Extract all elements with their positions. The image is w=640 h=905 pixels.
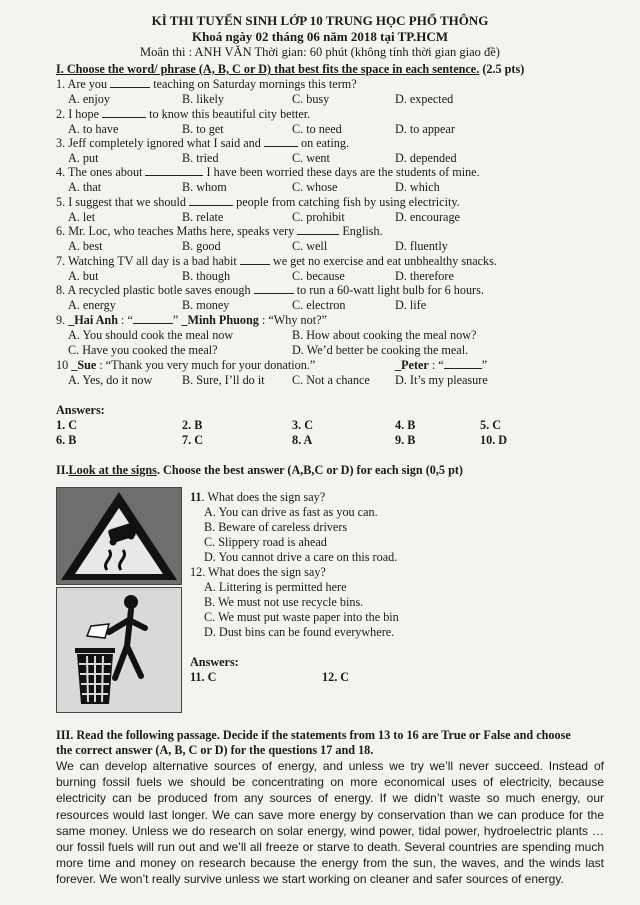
answer-3: 3. C (292, 418, 313, 432)
question-2-option-c[interactable]: C. to need (292, 122, 342, 136)
slippery-road-warning-icon (57, 488, 181, 584)
question-9-option-c[interactable]: C. Have you cooked the meal? (68, 343, 218, 357)
answer-5: 5. C (480, 418, 501, 432)
question-9-option-d[interactable]: D. We’d better be cooking the meal. (292, 343, 469, 357)
question-7-option-d[interactable]: D. therefore (395, 269, 454, 283)
question-8-option-c[interactable]: C. electron (292, 298, 346, 312)
question-2-option-b[interactable]: B. to get (182, 122, 224, 136)
question-2: 2. I hope to know this beautiful city better. (56, 107, 311, 121)
question-11-option-b[interactable]: B. Beware of careless drivers (204, 520, 348, 534)
question-9: 9. _Hai Anh : “ ” _Minh Phuong : “Why not?” (56, 313, 327, 327)
question-12-option-a[interactable]: A. Littering is permitted here (204, 580, 347, 594)
answer-10: 10. D (480, 433, 508, 447)
question-3-option-a[interactable]: A. put (68, 151, 99, 165)
question-4-option-b[interactable]: B. whom (182, 180, 227, 194)
question-12-option-b[interactable]: B. We must not use recycle bins. (204, 595, 364, 609)
answer-12: 12. C (322, 670, 350, 684)
question-2-option-d[interactable]: D. to appear (395, 122, 455, 136)
answer-6: 6. B (56, 433, 77, 447)
question-6-option-a[interactable]: A. best (68, 239, 103, 253)
section2-title: II.Look at the signs. Choose the best answer (A,B,C or D) for each sign (0,5 pt) (56, 463, 463, 477)
question-4-option-c[interactable]: C. whose (292, 180, 338, 194)
question-5-option-b[interactable]: B. relate (182, 210, 224, 224)
question-11: 11. What does the sign say? (190, 490, 326, 504)
question-1-option-c[interactable]: C. busy (292, 92, 330, 106)
litter-bin-sign-image (56, 587, 182, 713)
question-8-option-a[interactable]: A. energy (68, 298, 116, 312)
waste-bin-icon (57, 588, 181, 712)
question-12-option-c[interactable]: C. We must put waste paper into the bin (204, 610, 399, 624)
question-3: 3. Jeff completely ignored what I said and on eating. (56, 136, 350, 150)
answer-7: 7. C (182, 433, 203, 447)
question-6-option-b[interactable]: B. good (182, 239, 221, 253)
answer-9: 9. B (395, 433, 416, 447)
question-6-option-c[interactable]: C. well (292, 239, 328, 253)
question-7-option-c[interactable]: C. because (292, 269, 345, 283)
question-4: 4. The ones about I have been worried these days are the students of mine. (56, 165, 480, 179)
section3-title-line2: the correct answer (A, B, C or D) for the questions 17 and 18. (56, 743, 374, 757)
answer-2: 2. B (182, 418, 203, 432)
question-5-option-a[interactable]: A. let (68, 210, 96, 224)
section3-title-line1: III. Read the following passage. Decide if the statements from 13 to 16 are True or False and choose (56, 728, 571, 742)
question-8-option-b[interactable]: B. money (182, 298, 230, 312)
question-2-option-a[interactable]: A. to have (68, 122, 119, 136)
question-8: 8. A recycled plastic botle saves enough to run a 60-watt light bulb for 6 hours. (56, 283, 484, 297)
question-6: 6. Mr. Loc, who teaches Maths here, speaks very English. (56, 224, 383, 238)
section1-title: I. Choose the word/ phrase (A, B, C or D) that best fits the space in each sentence. (2.5 pts) (56, 62, 525, 76)
question-4-option-d[interactable]: D. which (395, 180, 440, 194)
question-1-option-b[interactable]: B. likely (182, 92, 224, 106)
question-12-option-d[interactable]: D. Dust bins can be found everywhere. (204, 625, 395, 639)
section1-answers-label: Answers: (56, 403, 105, 417)
answer-1: 1. C (56, 418, 77, 432)
question-5: 5. I suggest that we should people from catching fish by using electricity. (56, 195, 460, 209)
question-10-option-b[interactable]: B. Sure, I’ll do it (182, 373, 265, 387)
exam-subject: Moân thi : ANH VĂN Thời gian: 60 phút (không tính thời gian giao đề) (140, 45, 500, 59)
question-5-option-d[interactable]: D. encourage (395, 210, 460, 224)
question-3-option-d[interactable]: D. depended (395, 151, 457, 165)
slippery-road-sign-image (56, 487, 182, 585)
question-8-option-d[interactable]: D. life (395, 298, 427, 312)
answer-11: 11. C (190, 670, 217, 684)
question-11-option-d[interactable]: D. You cannot drive a care on this road. (204, 550, 398, 564)
question-6-option-d[interactable]: D. fluently (395, 239, 448, 253)
question-10-option-c[interactable]: C. Not a chance (292, 373, 370, 387)
question-10-option-a[interactable]: A. Yes, do it now (68, 373, 153, 387)
question-11-option-c[interactable]: C. Slippery road is ahead (204, 535, 327, 549)
question-3-option-c[interactable]: C. went (292, 151, 330, 165)
question-3-option-b[interactable]: B. tried (182, 151, 219, 165)
question-1: 1. Are you teaching on Saturday mornings this term? (56, 77, 357, 91)
question-7-option-b[interactable]: B. though (182, 269, 231, 283)
question-10-reply: _Peter : “ ” (395, 358, 488, 372)
answer-8: 8. A (292, 433, 313, 447)
section2-answers-label: Answers: (190, 655, 239, 669)
exam-title: KÌ THI TUYỂN SINH LỚP 10 TRUNG HỌC PHỔ THÔNG (151, 13, 489, 28)
question-11-option-a[interactable]: A. You can drive as fast as you can. (204, 505, 378, 519)
question-12: 12. What does the sign say? (190, 565, 326, 579)
question-9-option-b[interactable]: B. How about cooking the meal now? (292, 328, 477, 342)
question-10-option-d[interactable]: D. It’s my pleasure (395, 373, 488, 387)
question-9-option-a[interactable]: A. You should cook the meal now (68, 328, 234, 342)
question-1-option-d[interactable]: D. expected (395, 92, 454, 106)
answer-4: 4. B (395, 418, 416, 432)
question-5-option-c[interactable]: C. prohibit (292, 210, 345, 224)
exam-date: Khoá ngày 02 tháng 06 năm 2018 tại TP.HCM (191, 29, 449, 44)
question-10: 10 _Sue : “Thank you very much for your donation.” (56, 358, 316, 372)
question-1-option-a[interactable]: A. enjoy (68, 92, 110, 106)
question-7-option-a[interactable]: A. but (68, 269, 99, 283)
question-4-option-a[interactable]: A. that (68, 180, 102, 194)
question-7: 7. Watching TV all day is a bad habit we get no exercise and eat unbhealthy snacks. (56, 254, 497, 268)
reading-passage: We can develop alternative sources of energy, and unless we try we’ll never succeed. Instead of burning fossil fuels we should be concentrating on more economical uses of electricity, because electricity can be produced from any sources of energy. If we didn’t waste so much energy, our resources would last longer. We can save more energy by conservation than we can produce for the same money. Unless we do research on solar energy, wind power, tidal power, hydroelectric plants … our fossil fuels will run out and we’ll all freeze or starve to death. Several countries are spending much more time and money on research because the energy from the sun, the waves, and the winds last forever. We won’t really survive unless we start working on cleaner and safer sources of energy. (56, 759, 604, 887)
